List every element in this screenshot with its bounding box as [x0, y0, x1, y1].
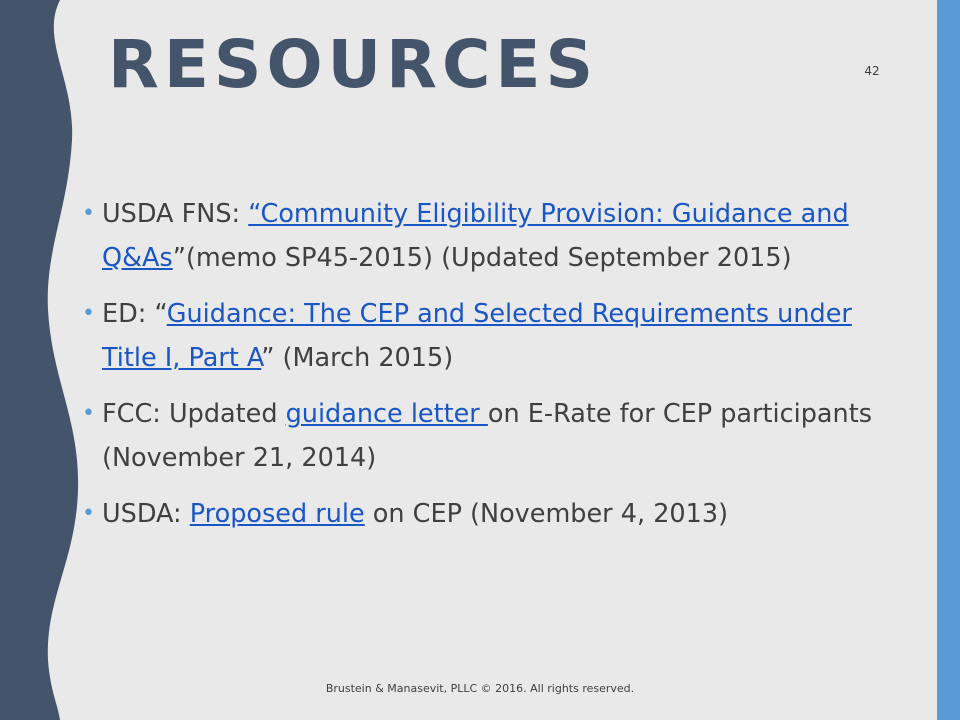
resource-prefix: USDA:: [102, 499, 190, 529]
resource-link-proposed-rule[interactable]: Proposed rule: [189, 499, 365, 529]
bullet-icon: •: [82, 301, 95, 326]
resource-suffix: ” (March 2015): [261, 343, 454, 373]
resource-suffix: ”(memo SP45-2015) (Updated September 2015): [172, 243, 792, 273]
resource-prefix: ED: “: [102, 299, 167, 329]
resource-link-cep-guidance[interactable]: “Community Eligibility Provision: Guidance and Q&As: [102, 199, 849, 273]
resource-item-usda: [82, 492, 882, 536]
bullet-icon: •: [82, 401, 95, 426]
resource-item-fcc: [82, 392, 882, 480]
resource-suffix: on E-Rate for CEP participants (November 21, 2014): [102, 399, 872, 473]
resource-prefix: FCC: Updated: [102, 399, 286, 429]
resource-link-guidance-letter[interactable]: guidance letter: [285, 399, 488, 429]
bullet-icon: •: [82, 201, 95, 226]
resource-list: [82, 192, 882, 548]
bullet-icon: •: [82, 501, 95, 526]
resource-suffix: on CEP (November 4, 2013): [364, 499, 729, 529]
right-accent-bar: [937, 0, 960, 720]
resource-link-title-i-guidance[interactable]: Guidance: The CEP and Selected Requirements under Title I, Part A: [102, 299, 852, 373]
slide-title: RESOURCES: [108, 26, 599, 103]
left-wave-band: [0, 0, 90, 720]
page-number: 42: [864, 64, 880, 78]
slide-footer: Brustein & Manasevit, PLLC © 2016. All rights reserved.: [325, 682, 635, 695]
resource-prefix: USDA FNS:: [102, 199, 249, 229]
resource-item-ed: [82, 292, 882, 380]
resource-item-usda-fns: [82, 192, 882, 280]
